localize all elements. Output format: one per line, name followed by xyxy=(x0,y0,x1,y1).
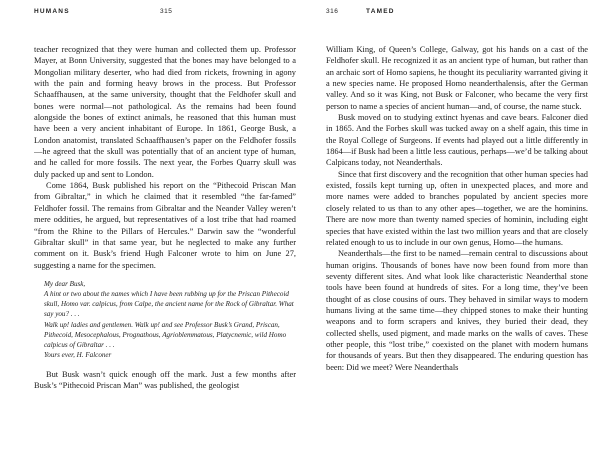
left-page-number: 315 xyxy=(160,8,173,15)
letter-signature: Yours ever, H. Falconer xyxy=(44,351,112,360)
right-running-title: TAMED xyxy=(366,8,395,15)
left-page-body xyxy=(34,44,296,391)
paragraph: Busk moved on to studying extinct hyenas and cave bears. Falconer died in 1865. And the Forbes skull was tucked away on a shelf again, this time in the Royal College of Surgeons. If events had played out a little differently in 1864—if Busk had been a little less cautious, perhaps—we’d be talking about Calpicans today, not Neanderthals. xyxy=(326,113,588,168)
right-page-number: 316 xyxy=(326,8,339,15)
left-running-title: HUMANS xyxy=(34,8,70,15)
right-running-head xyxy=(326,8,588,22)
paragraph: William King, of Queen’s College, Galway, got his hands on a cast of the Feldhofer skull. He recognized it as an ancient type of human, but rather than an archaic sort of Homo sapiens, he thought its peculiarity warranted giving it a new species name. He proposed Homo neanderthalensis, after the German valley. And so it was King, not Busk or Falconer, who became the very first person to name a species of ancient human—and, of course, the name stuck. xyxy=(326,45,588,111)
letter-salutation: My dear Busk, xyxy=(44,279,86,288)
letter-line: Walk up! ladies and gentlemen. Walk up! and see Professor Busk’s Grand, Priscan, Pithecoid, Mesocephalous, Prognathous, Agrioblemmatous, Platycnemic, wild Homo calpicus of Gibraltar . . . xyxy=(44,320,287,350)
left-page xyxy=(34,0,296,450)
falconer-letter-quote xyxy=(44,279,296,361)
right-page-body xyxy=(326,44,588,373)
paragraph: Since that first discovery and the recognition that other human species had existed, fossils kept turning up, often in unexpected places, and more and more names were added to branches populated by ancient species more closely related to us than to any other apes—together, we are the hominins. There are now more than twenty named species of hominin, including eight species that have existed within the last two million years and that are closely related enough to us to include in our own genus, Homo—the humans. xyxy=(326,169,588,247)
paragraph: But Busk wasn’t quick enough off the mark. Just a few months after Busk’s “Pithecoid Priscan Man” was published, the geologist xyxy=(34,369,296,390)
letter-line: A hint or two about the names which I have been rubbing up for the Priscan Pithecoid skull, Homo var. calpicus, from Calpe, the ancient name for the Rock of Gibraltar. What say you? . . . xyxy=(44,290,294,319)
left-running-head xyxy=(34,8,296,22)
paragraph: teacher recognized that they were human and collected them up. Professor Mayer, at Bonn University, suggested that the bones may have belonged to a Mongolian military deserter, who had died from rickets, frowning in agony with the pain and forming heavy brows in the process. But Professor Schaaffhausen, at the same university, thought that the Feldhofer skull and bones were normal—not pathological. As the remains had been found alongside the bones of extinct animals, he reasoned that this human must have been a very ancient inhabitant of Europe. In 1861, George Busk, a London anatomist, translated Schaaffhausen’s paper on the Feldhofer fossils—he agreed that the skull was potentially that of an ancient type of human, and he called for more fossils. The next year, the Forbes Quarry skull was duly packed up and sent to London. xyxy=(34,45,296,179)
right-page xyxy=(326,0,588,450)
paragraph: Come 1864, Busk published his report on the “Pithecoid Priscan Man from Gibraltar,” in which he claimed that it resembled “the far-famed” Feldhofer fossil. The remains from Gibraltar and the Neander Valley weren’t mere oddities, he argued, but representatives of a lost tribe that had roamed “from the Rhine to the Pillars of Hercules.” Darwin saw the “wonderful Gibraltar skull” in that same year, but he neglected to make any further comment on it. Busk’s friend Hugh Falconer wrote to him on June 27, suggesting a name for the specimen. xyxy=(34,181,296,270)
paragraph: Neanderthals—the first to be named—remain central to discussions about human origins. Thousands of bones have now been found from more than seventy different sites. And what look like characteristic Neanderthal stone tools have been found at hundreds of sites. For a long time, they’ve been thought of as close cousins of ours. They behaved in similar ways to modern humans living at the same time—they chipped stones to make their hunting weapons and to form scrapers and knives, they buried their dead, they collected shells, used pigment, and made marks on the walls of caves. These other people, this “lost tribe,” coexisted on the planet with modern humans for thousands of years. But then they disappeared. The enduring question has been: Did we meet? Were Neanderthals xyxy=(326,249,588,372)
